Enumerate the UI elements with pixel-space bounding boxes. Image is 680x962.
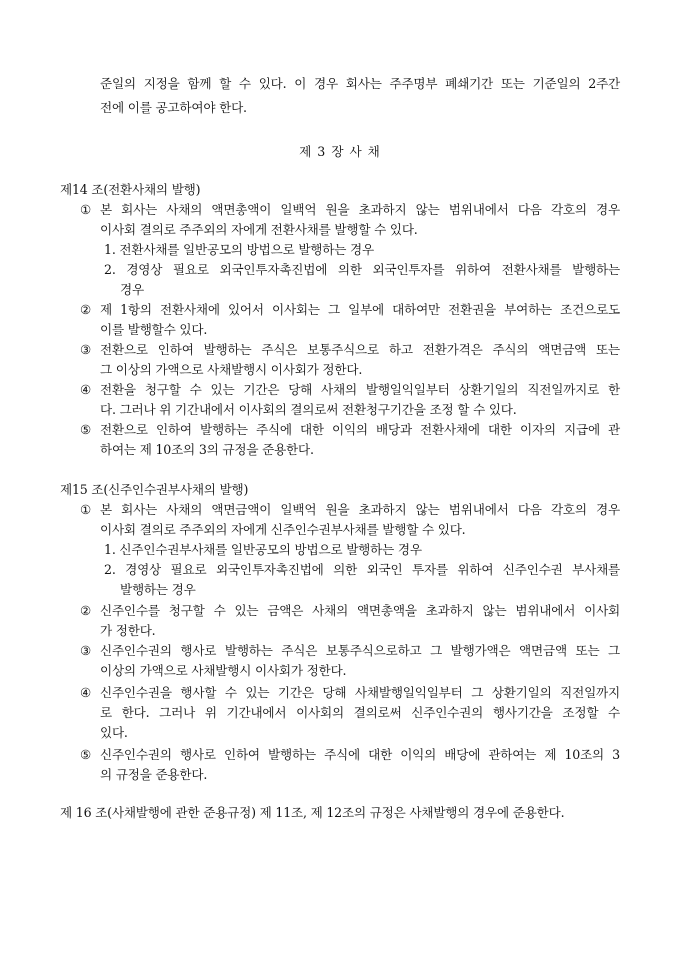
article-14-item-3-line-1: 전환으로 인하여 발행하는 주식은 보통주식으로 하고 전환가격은 주식의 액면금액 또는 (100, 342, 620, 357)
article-15-item-2-line-2: 가 정한다. (100, 623, 156, 638)
article-15-item-3-line-1: 신주인수권의 행사로 발행하는 주식은 보통주식으로하고 그 발행가액은 액면금액 또는 그 (100, 643, 620, 658)
article-14-item-4-number: ④ (80, 382, 92, 397)
article-15-item-1-line-1: 본 회사는 사채의 액면금액이 일백억 원을 초과하지 않는 범위내에서 다음 각호의 경우 (100, 502, 620, 517)
article-14-item-2-line-1: 제 1항의 전환사채에 있어서 이사회는 그 일부에 대하여만 전환권을 부여하는 조건으로도 (100, 302, 620, 317)
article-14-item-1-line-2: 이사회 결의로 주주외의 자에게 전환사채를 발행할 수 있다. (100, 222, 418, 237)
article-15-item-3-line-2: 이상의 가액으로 사채발행시 이사회가 정한다. (100, 663, 347, 678)
article-15-item-5-line-2: 의 규정을 준용한다. (100, 767, 208, 782)
article-14-item-3-line-2: 그 이상의 가액으로 사채발행시 이사회가 정한다. (100, 362, 363, 377)
article-15-heading: 제15 조(신주인수권부사채의 발행) (60, 482, 249, 497)
article-15-item-5-line-1: 신주인수권의 행사로 인하여 발행하는 주식에 대한 이익의 배당에 관하여는 제 10조의 3 (100, 747, 620, 762)
article-15-item-3-number: ③ (80, 643, 92, 658)
article-14-sub-2-line-1: 2. 경영상 필요로 외국인투자촉진법에 의한 외국인투자를 위하여 전환사채를 발행하는 (104, 262, 620, 277)
article-14-item-2-number: ② (80, 302, 92, 317)
article-15-item-5-number: ⑤ (80, 747, 92, 762)
article-15-item-4-number: ④ (80, 685, 92, 700)
article-14-sub-1: 1. 전환사채를 일반공모의 방법으로 발행하는 경우 (104, 242, 374, 257)
article-15-item-4-line-2: 로 한다. 그러나 위 기간내에서 이사회의 결의로써 신주인수권의 행사기간을 조정할 수 (100, 705, 620, 720)
article-15-sub-2-line-2: 발행하는 경우 (120, 582, 196, 597)
article-14-heading: 제14 조(전환사채의 발행) (60, 182, 201, 197)
article-15-item-2-number: ② (80, 603, 92, 618)
article-14-item-1-line-1: 본 회사는 사채의 액면총액이 일백억 원을 초과하지 않는 범위내에서 다음 각호의 경우 (100, 202, 620, 217)
article-14-item-1-number: ① (80, 202, 92, 217)
article-15-sub-1: 1. 신주인수권부사채를 일반공모의 방법으로 발행하는 경우 (104, 542, 422, 557)
article-14-item-5-line-2: 하여는 제 10조의 3의 규정을 준용한다. (100, 442, 314, 457)
article-14-item-4-line-1: 전환을 청구할 수 있는 기간은 당해 사채의 발행일익일부터 상환기일의 직전일까지로 한 (100, 382, 620, 397)
intro-line-1: 준일의 지정을 함께 할 수 있다. 이 경우 회사는 주주명부 폐쇄기간 또는 기준일의 2주간 (100, 76, 620, 91)
article-14-item-2-line-2: 이를 발행할수 있다. (100, 322, 208, 337)
article-14-sub-2-line-2: 경우 (120, 282, 144, 297)
article-14-item-3-number: ③ (80, 342, 92, 357)
article-15-item-2-line-1: 신주인수를 청구할 수 있는 금액은 사채의 액면총액을 초과하지 않는 범위내에서 이사회 (100, 603, 620, 618)
article-15-item-4-line-3: 있다. (100, 725, 128, 740)
intro-line-2: 전에 이를 공고하여야 한다. (100, 100, 247, 115)
article-14-item-5-line-1: 전환으로 인하여 발행하는 주식에 대한 이익의 배당과 전환사채에 대한 이자의 지급에 관 (100, 422, 620, 437)
article-15-sub-2-line-1: 2. 경영상 필요로 외국인투자촉진법에 의한 외국인 투자를 위하여 신주인수권 부사채를 (104, 562, 620, 577)
article-16-text: 제 16 조(사채발행에 관한 준용규정) 제 11조, 제 12조의 규정은 사채발행의 경우에 준용한다. (60, 805, 565, 820)
article-14-item-5-number: ⑤ (80, 422, 92, 437)
article-15-item-1-line-2: 이사회 결의로 주주외의 자에게 신주인수권부사채를 발행할 수 있다. (100, 522, 466, 537)
article-15-item-4-line-1: 신주인수권을 행사할 수 있는 기간은 당해 사채발행일익일부터 그 상환기일의 직전일까지 (100, 685, 620, 700)
article-14-item-4-line-2: 다. 그러나 위 기간내에서 이사회의 결의로써 전환청구기간을 조정 할 수 있다. (100, 402, 517, 417)
chapter-title: 제 3 장 사 채 (299, 144, 381, 159)
article-15-item-1-number: ① (80, 502, 92, 517)
